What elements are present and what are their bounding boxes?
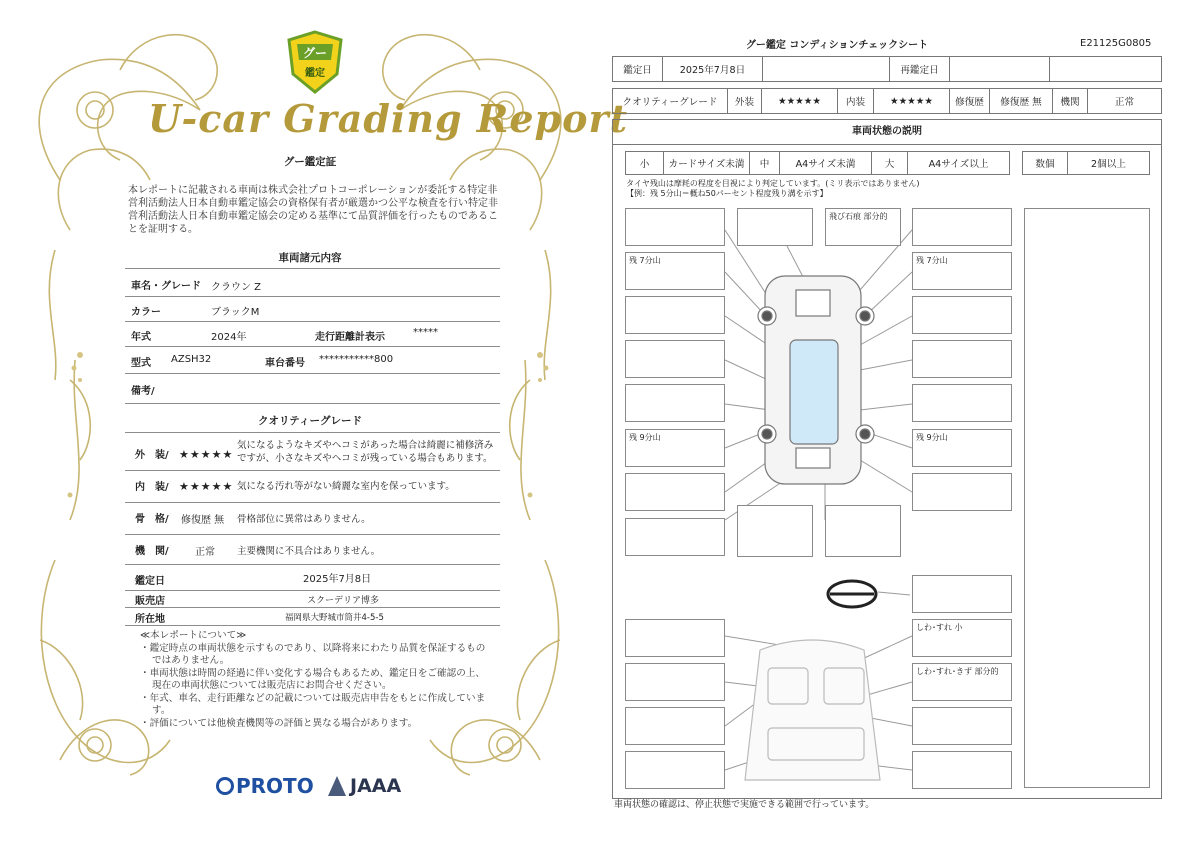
grade-label: クオリティーグレード [613, 89, 728, 113]
engine-value: 正常 [195, 547, 215, 558]
section-title: 車両状態の説明 [612, 119, 1162, 145]
interior-label: 内 装/ [135, 482, 169, 493]
condition-box [912, 340, 1012, 378]
location-value: 福岡県大野城市筒井4-5-5 [285, 613, 384, 623]
note-item: ・評価については他検査機関等の評価と異なる場合があります。 [140, 717, 418, 729]
condition-box [625, 619, 725, 657]
condition-box [625, 473, 725, 511]
reinspect-label: 再鑑定日 [890, 57, 950, 81]
proto-logo: PROTO [216, 772, 314, 800]
repair-label: 修復歴 [950, 89, 990, 113]
certificate-intro: 本レポートに記載される車両は株式会社プロトコーポレーションが委託する特定非営利活動法人日本自動車鑑定協会の資格保有者が厳選かつ公平な検査を行い特定非営利活動法人日本自動車鑑定協会の定める基準にて品質評価を行ったものであることを証明する。 [128, 185, 498, 235]
name-label: 車名・グレード [131, 281, 201, 292]
quality-heading: クオリティーグレード [258, 415, 362, 427]
interior-desc: 気になる汚れ等がない綺麗な室内を保っています。 [237, 481, 455, 492]
condition-box-tire-rl: 残 9分山 [625, 429, 725, 467]
condition-box-chip: 飛び石痕 部分的 [825, 208, 901, 246]
condition-box [825, 505, 901, 557]
model-label: 型式 [131, 358, 151, 369]
note-item: ・年式、車名、走行距離などの記載については販売店申告をもとに作成しています。 [140, 692, 486, 716]
condition-box [625, 340, 725, 378]
steering-wheel-icon [828, 581, 876, 607]
exterior-label: 外 装/ [135, 450, 169, 461]
condition-box [625, 663, 725, 701]
engine-label: 機関 [1053, 89, 1088, 113]
repair-value: 修復歴 無 [990, 89, 1053, 113]
legend-mid-desc: A4サイズ未満 [780, 152, 872, 174]
spec-heading: 車両諸元内容 [278, 252, 342, 264]
condition-box-tire-fr: 残 7分山 [912, 252, 1012, 290]
legend-small-desc: カードサイズ未満 [664, 152, 750, 174]
model-value: AZSH32 [171, 354, 212, 365]
chassis-label: 車台番号 [265, 358, 305, 369]
condition-box [912, 208, 1012, 246]
frame-desc: 骨格部位に異常はありません。 [237, 514, 371, 525]
condition-box [625, 707, 725, 745]
interior-stars: ★★★★★ [179, 480, 234, 493]
condition-box [737, 505, 813, 557]
condition-box-tire-fl: 残 7分山 [625, 252, 725, 290]
condition-box-wrinkle-small: しわ･すれ 小 [912, 619, 1012, 657]
document-number: E21125G0805 [1080, 38, 1152, 49]
date-label: 鑑定日 [613, 57, 663, 81]
condition-box [625, 296, 725, 334]
dealer-value: スクーデリア博多 [307, 596, 380, 606]
engine-desc: 主要機関に不具合はありません。 [237, 546, 381, 557]
name-value: クラウン Z [211, 282, 262, 293]
exterior-desc: 気になるようなキズやヘコミがあった場合は綺麗に補修済みですが、小さなキズやヘコミが残っている場合もあります。 [237, 440, 494, 464]
condition-box [625, 751, 725, 789]
legend-large: 大 [872, 152, 908, 174]
sheet-footnote: 車両状態の確認は、停止状態で実施できる範囲で行っています。 [614, 800, 875, 810]
location-label: 所在地 [135, 614, 165, 625]
int-stars: ★★★★★ [874, 89, 950, 113]
condition-box [625, 208, 725, 246]
tire-note: タイヤ残山は摩耗の程度を目視により判定しています。(ミリ表示ではありません) 【例：残 5分山＝概ね50パーセント程度残り溝を示す】 [626, 179, 920, 198]
condition-box [737, 208, 813, 246]
condition-box-tire-rr: 残 9分山 [912, 429, 1012, 467]
car-interior-icon [745, 640, 880, 780]
svg-text:鑑定: 鑑定 [305, 68, 325, 79]
legend-small: 小 [626, 152, 664, 174]
condition-box [912, 473, 1012, 511]
year-value: 2024年 [211, 332, 247, 343]
note-item: ・鑑定時点の車両状態を示すものであり、以降将来にわたり品質を保証するものではありません。 [140, 642, 486, 666]
engine-value: 正常 [1114, 97, 1135, 108]
condition-box [625, 384, 725, 422]
engine-label: 機 関/ [135, 546, 169, 557]
notes-box [1024, 208, 1150, 788]
ext-label: 外装 [728, 89, 762, 113]
chassis-value: ***********800 [319, 354, 394, 365]
legend-mid: 中 [750, 152, 780, 174]
condition-box [912, 296, 1012, 334]
condition-box-wrinkle-partial: しわ･すれ･きず 部分的 [912, 663, 1012, 701]
exterior-stars: ★★★★★ [179, 448, 234, 461]
date-label: 鑑定日 [135, 576, 165, 587]
certificate-subtitle: グー鑑定証 [283, 156, 337, 168]
frame-value: 修復歴 無 [181, 515, 225, 526]
int-label: 内装 [838, 89, 874, 113]
note-item: ・車両状態は時間の経過に伴い変化する場合もあるため、鑑定日をご確認の上、現在の車両状態については販売店にお問合せください。 [140, 667, 485, 691]
car-top-view-icon [758, 276, 874, 484]
sheet-title: グー鑑定 コンディションチェックシート [745, 40, 929, 51]
condition-box [912, 751, 1012, 789]
condition-box [912, 384, 1012, 422]
notes-heading: ≪本レポートについて≫ [140, 630, 247, 641]
report-title: U-car Grading Report [148, 96, 629, 141]
ext-stars: ★★★★★ [762, 89, 838, 113]
jaaa-logo: JAAA [328, 772, 401, 800]
legend-count: 数個 [1023, 152, 1068, 174]
remarks-label: 備考/ [131, 386, 155, 397]
condition-box-steering [912, 575, 1012, 613]
mileage-label: 走行距離計表示 [315, 332, 385, 343]
color-value: ブラックM [211, 307, 260, 318]
mileage-value: ***** [413, 327, 438, 338]
legend-large-desc: A4サイズ以上 [928, 159, 989, 170]
legend-count-desc: 2個以上 [1091, 159, 1126, 170]
condition-box [625, 518, 725, 556]
svg-text:グー: グー [302, 46, 328, 60]
date-value: 2025年7月8日 [663, 57, 763, 81]
date-value: 2025年7月8日 [303, 574, 372, 585]
color-label: カラー [131, 307, 161, 318]
condition-box [912, 707, 1012, 745]
frame-label: 骨 格/ [135, 514, 169, 525]
dealer-label: 販売店 [135, 596, 165, 607]
year-label: 年式 [131, 332, 151, 343]
